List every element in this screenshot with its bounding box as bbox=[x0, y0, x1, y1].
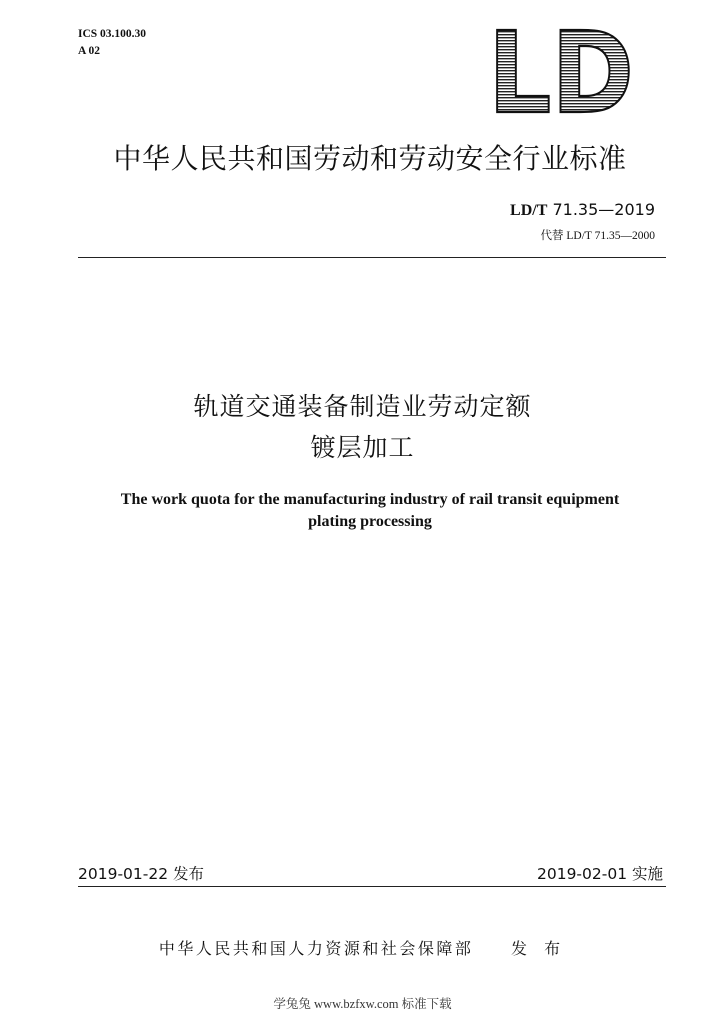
classification-codes bbox=[78, 26, 146, 60]
ics-code: ICS 03.100.30 bbox=[78, 28, 147, 40]
publisher-action: 发 布 bbox=[511, 939, 567, 958]
ld-logo bbox=[488, 28, 638, 114]
title-en-line1: The work quota for the manufacturing industry of rail transit equipment bbox=[120, 491, 620, 508]
implementation-date: 2019-02-01 实施 bbox=[536, 865, 663, 883]
header-divider bbox=[78, 257, 666, 258]
logo-letters: LD bbox=[488, 28, 634, 114]
title-cn-line1: 轨道交通装备制造业劳动定额 bbox=[193, 392, 532, 421]
replaces-standard: 代替 LD/T 71.35—2000 bbox=[540, 230, 655, 242]
standard-code-number: 71.35—2019 bbox=[552, 200, 655, 219]
footer-divider bbox=[78, 886, 666, 887]
watermark-footer: 学兔兔 www.bzfxw.com 标准下载 bbox=[273, 997, 452, 1011]
title-cn-line2: 镀层加工 bbox=[310, 433, 415, 462]
publisher-name: 中华人民共和国人力资源和社会保障部 bbox=[158, 939, 474, 958]
issue-date: 2019-01-22 发布 bbox=[78, 865, 205, 883]
ccs-code: A 02 bbox=[78, 45, 101, 57]
title-en-line2: plating processing bbox=[308, 513, 432, 530]
standard-number bbox=[510, 200, 655, 220]
standard-code-prefix: LD/T bbox=[510, 202, 548, 219]
publisher bbox=[0, 936, 725, 959]
issuing-authority-title: 中华人民共和国劳动和劳动安全行业标准 bbox=[113, 142, 627, 175]
